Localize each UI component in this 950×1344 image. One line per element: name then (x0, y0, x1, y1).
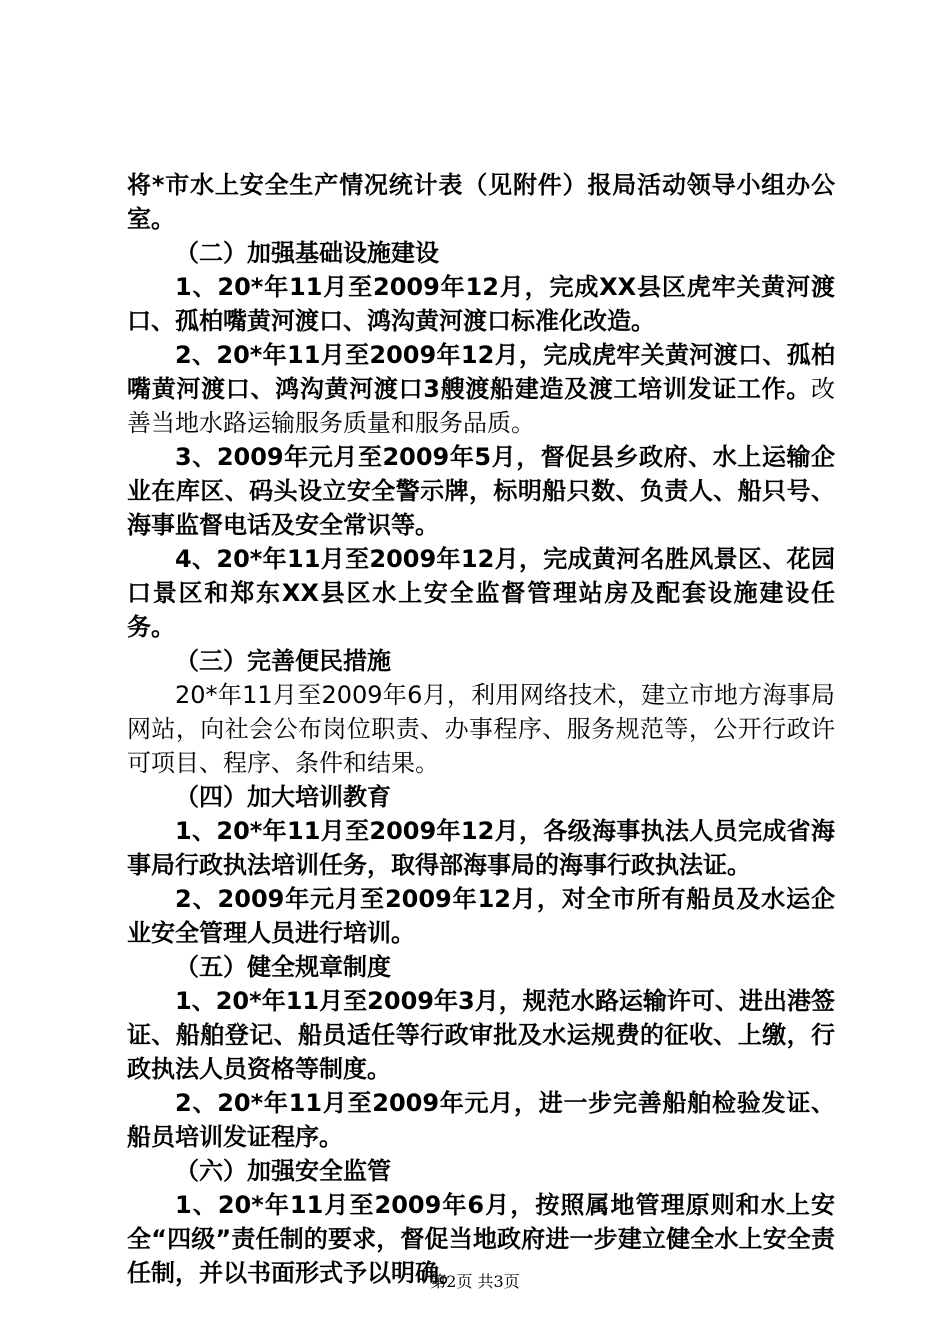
paragraph-item: 1、20*年11月至2009年3月，规范水路运输许可、进出港签证、船舶登记、船员适任等行政审批及水运规费的征收、上缴，行政执法人员资格等制度。 (127, 987, 835, 1083)
paragraph-item: 1、20*年11月至2009年6月，按照属地管理原则和水上安全“四级”责任制的要求，督促当地政府进一步建立健全水上安全责任制，并以书面形式予以明确。 (127, 1191, 835, 1287)
paragraph-item: 3、2009年元月至2009年5月，督促县乡政府、水上运输企业在库区、码头设立安全警示牌，标明船只数、负责人、船只号、海事监督电话及安全常识等。 (127, 443, 835, 539)
section-heading-4: （四）加大培训教育 (175, 783, 391, 811)
paragraph-item-normal-part: 改善当地水路运输服务质量和服务品质。 (127, 375, 835, 437)
paragraph-item: 2、2009年元月至2009年12月，对全市所有船员及水运企业安全管理人员进行培训。 (127, 885, 835, 947)
paragraph-item: 2、20*年11月至2009年元月，进一步完善船舶检验发证、船员培训发证程序。 (127, 1089, 835, 1151)
paragraph-item: 1、20*年11月至2009年12月，完成XX县区虎牢关黄河渡口、孤柏嘴黄河渡口、鸿沟黄河渡口标准化改造。 (127, 273, 835, 335)
paragraph-item: 4、20*年11月至2009年12月，完成黄河名胜风景区、花园口景区和郑东XX县区水上安全监督管理站房及配套设施建设任务。 (127, 545, 835, 641)
page-footer: 第2页 共3页 (430, 1272, 520, 1291)
paragraph-item (127, 338, 835, 440)
paragraph-continuation: 将*市水上安全生产情况统计表（见附件）报局活动领导小组办公室。 (127, 171, 835, 233)
section-heading-6: （六）加强安全监管 (175, 1157, 391, 1185)
section-heading-2: （二）加强基础设施建设 (175, 239, 439, 267)
paragraph-item-bold-part: 2、20*年11月至2009年12月，完成虎牢关黄河渡口、孤柏嘴黄河渡口、鸿沟黄河渡口3艘渡船建造及渡工培训发证工作。 (127, 341, 835, 403)
section-heading-5: （五）健全规章制度 (175, 953, 391, 981)
paragraph-item: 20*年11月至2009年6月，利用网络技术，建立市地方海事局网站，向社会公布岗位职责、办事程序、服务规范等，公开行政许可项目、程序、条件和结果。 (127, 681, 835, 777)
paragraph-item: 1、20*年11月至2009年12月，各级海事执法人员完成省海事局行政执法培训任务，取得部海事局的海事行政执法证。 (127, 817, 835, 879)
document-body (127, 168, 835, 1290)
section-heading-3: （三）完善便民措施 (175, 647, 391, 675)
